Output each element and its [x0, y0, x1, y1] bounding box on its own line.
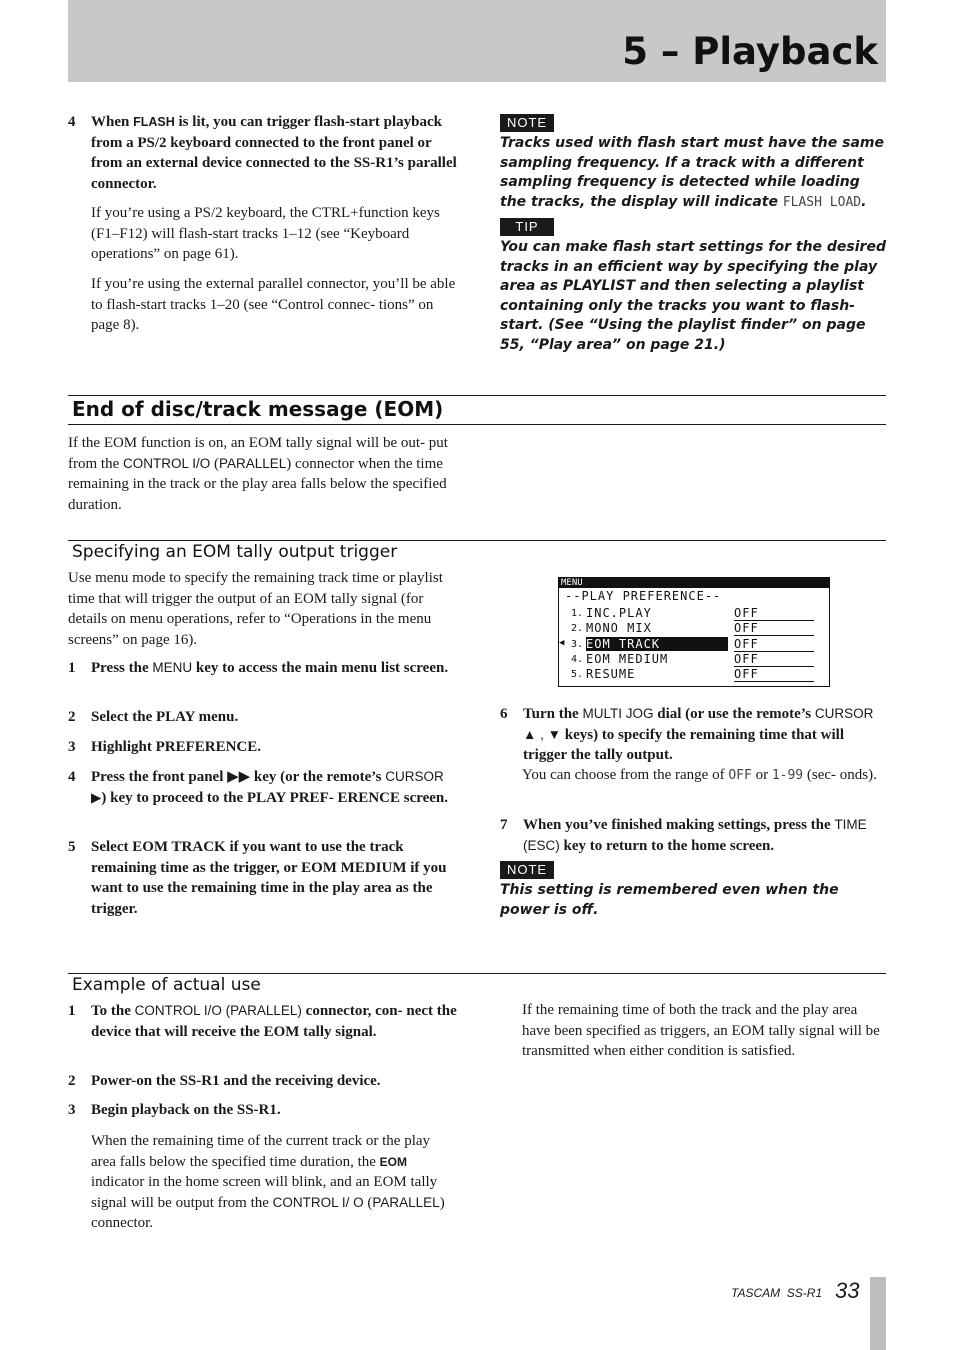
cursor-updown-keys: CURSOR ▲ , ▼	[523, 706, 874, 742]
note-label: NOTE	[500, 114, 554, 132]
chapter-title: 5 – Playback	[622, 30, 878, 73]
flash-key: FLASH	[133, 115, 175, 129]
lcd-row: 4. EOM MEDIUM OFF	[559, 652, 829, 667]
note-text: This setting is remembered even when the power is off.	[500, 882, 839, 918]
section-title: End of disc/track message (EOM)	[72, 397, 444, 421]
lcd-row: 2. MONO MIX OFF	[559, 621, 829, 636]
footer-tab-bar	[870, 1277, 886, 1350]
menu-key: MENU	[152, 660, 193, 675]
tip-text: You can make flash start settings for the desired tracks in an efficient way by specifying the play area as PLAYLIST and then selecting a playlist containing only the tracks you want to flash-start. (See “Using the playlist finder” on page 55, “Play area” on page 21.)	[500, 239, 886, 353]
multi-jog-key: MULTI JOG	[582, 706, 654, 721]
example-paragraph: When the remaining time of the current track or the play area falls below the specified time duration, the EOM indicator in the home screen will blink, and an EOM tally signal will be output from the CONTROL I/ O (PARALLEL) connector.	[91, 1133, 445, 1231]
lcd-menu-tab: MENU	[559, 578, 829, 588]
section-rule-bottom	[68, 424, 886, 425]
ps2-keyboard-paragraph: If you’re using a PS/2 keyboard, the CTRL+function keys (F1–F12) will flash-start tracks 1–12 (see “Keyboard operations” on page 61).	[91, 205, 440, 262]
parallel-connector-paragraph: If you’re using the external parallel connector, you’ll be able to flash-start tracks 1–20 (see “Control connec- tions” on page 8).	[91, 276, 456, 333]
cursor-key: CURSOR ▶	[91, 769, 444, 805]
section-rule-top	[68, 395, 886, 396]
subsection-title: Specifying an EOM tally output trigger	[72, 542, 398, 562]
step-text: When FLASH is lit, you can trigger flash-start playback from a PS/2 keyboard connected to the front panel or from an external device connected to the SS-R1’s parallel connector.	[91, 114, 457, 192]
eom-indicator: EOM	[379, 1154, 407, 1169]
lcd-cursor-arrow-icon: ◀	[559, 638, 565, 648]
page-number: 33	[835, 1278, 860, 1303]
lcd-play-preference-screen	[558, 577, 830, 687]
subsection-title: Example of actual use	[72, 975, 261, 995]
footer-brand: TASCAM SS-R1	[731, 1286, 823, 1300]
note-text: Tracks used with flash start must have the same sampling frequency. If a track with a different sampling frequency is detected while loading the tracks, the display will indicate FLASH LOAD.	[500, 135, 884, 210]
subsection-rule	[68, 973, 886, 974]
note-label: NOTE	[500, 861, 554, 879]
tip-label: TIP	[500, 218, 554, 236]
either-condition-paragraph: If the remaining time of both the track and the play area have been specified as triggers, an EOM tally signal will be transmitted when either condition is satisfied.	[522, 1002, 880, 1059]
flash-load-indicator: FLASH LOAD	[782, 194, 862, 210]
subsection-rule	[68, 540, 886, 541]
lcd-row: 1. INC.PLAY OFF	[559, 606, 829, 621]
specifying-intro: Use menu mode to specify the remaining track time or playlist time that will trigger the output of an EOM tally signal (for details on menu operations, refer to “Operations in the menu screens” on page 16).	[68, 570, 443, 648]
time-esc-key: TIME (ESC)	[523, 817, 867, 853]
range-note: You can choose from the range of OFF or 1-99 (sec- onds).	[522, 767, 877, 783]
step-number: 4	[68, 114, 76, 130]
eom-intro: If the EOM function is on, an EOM tally signal will be out- put from the CONTROL I/O (PARALLEL) connector when the time remaining in the track or the play area falls below the specified duration.	[68, 435, 448, 513]
lcd-row: 5. RESUME OFF	[559, 667, 829, 682]
lcd-row-selected: ◀ 3. EOM TRACK OFF	[559, 637, 829, 652]
lcd-heading: --PLAY PREFERENCE--	[565, 589, 722, 603]
